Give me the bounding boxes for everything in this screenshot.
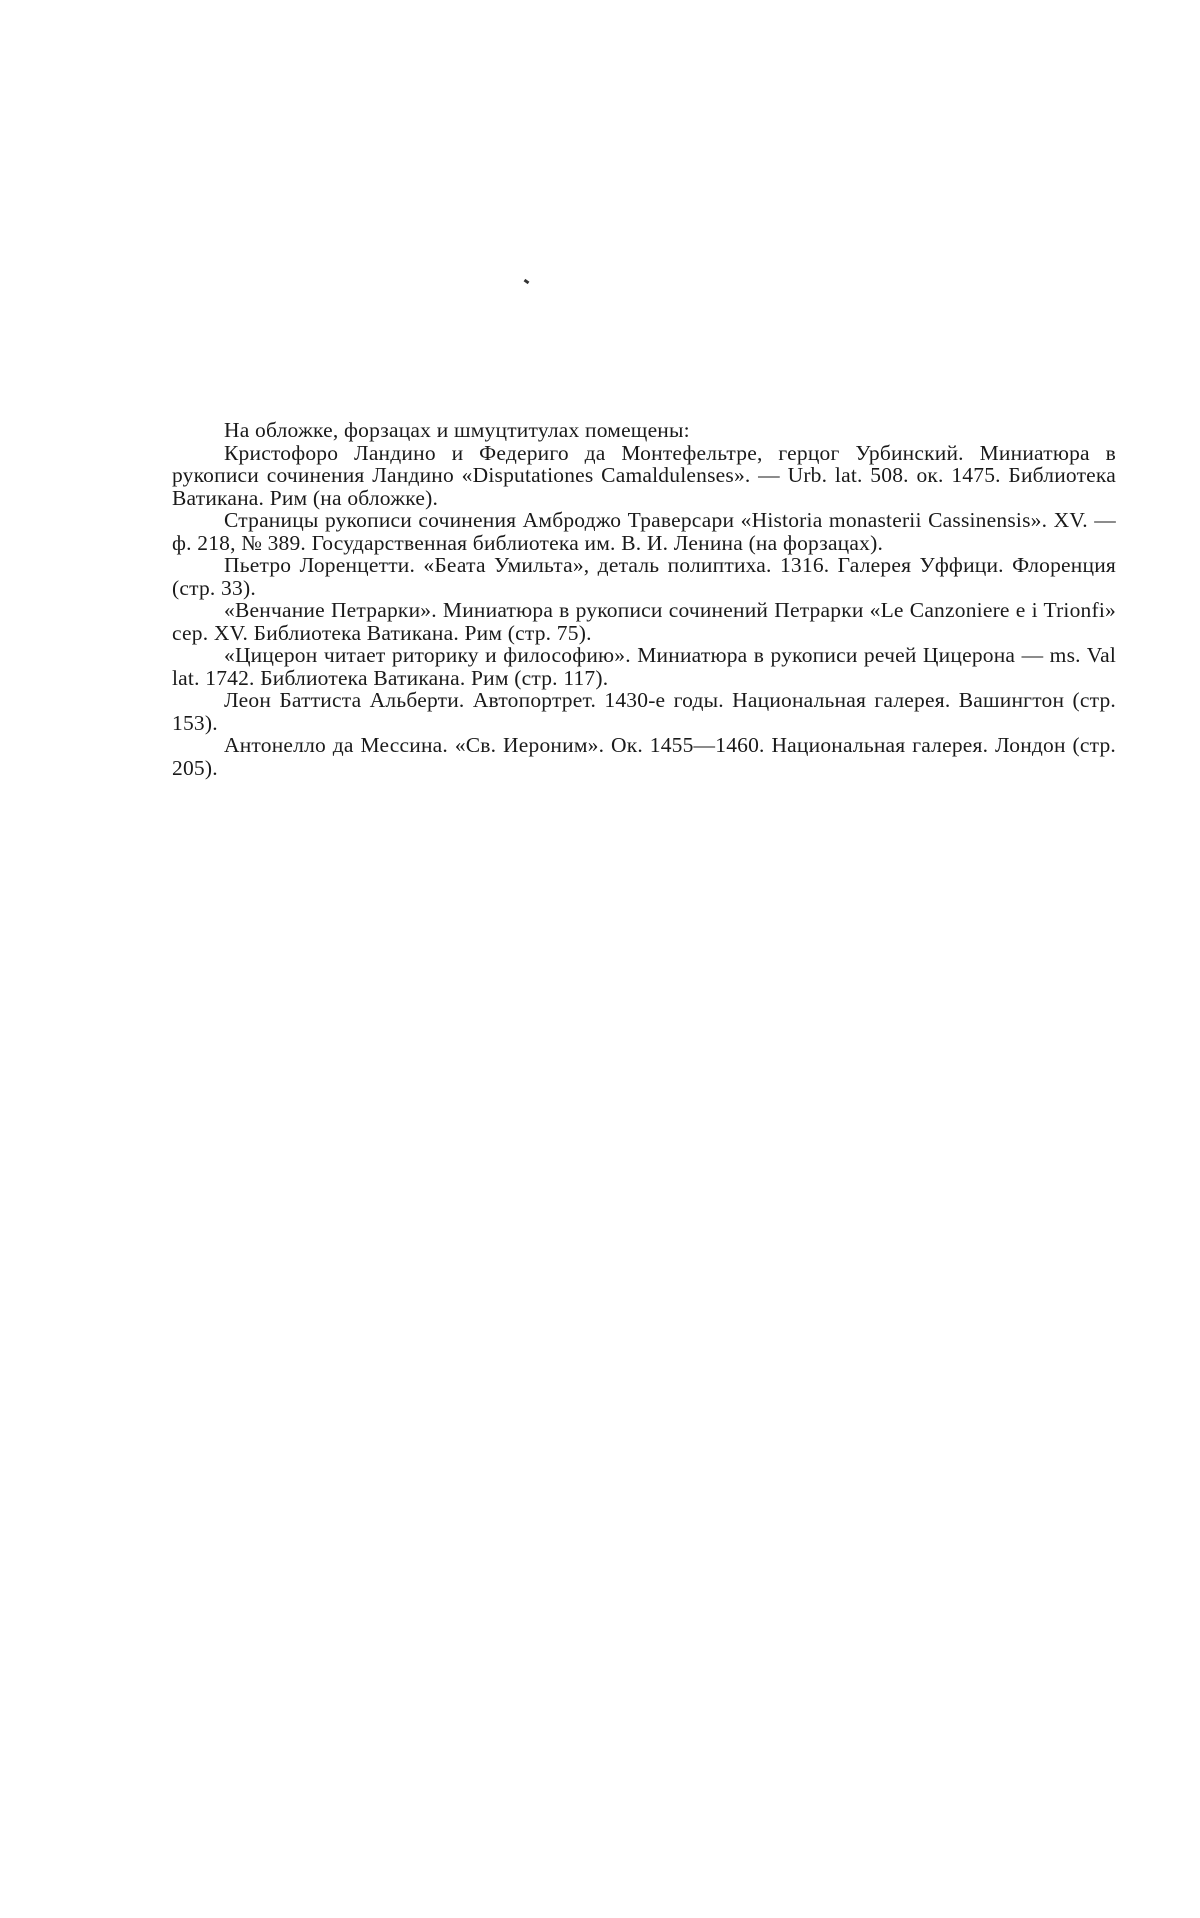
credit-entry-cicero: «Цицерон читает риторику и философию». Миниатюра в рукописи речей Цицерона — ms. Val lat. 1742. Библиотека Ватикана. Рим (стр. 117). xyxy=(172,643,1116,690)
credit-entry-cover: Кристофоро Ландино и Федериго да Монтефельтре, герцог Урбинский. Миниатюра в рукописи сочинения Ландино «Disputationes Camaldulenses». — Urb. lat. 508. ок. 1475. Библиотека Ватикана. Рим (на обложке). xyxy=(172,440,1116,510)
credit-entry-endpapers: Страницы рукописи сочинения Амброджо Траверсари «Historia monasterii Cassinensis». XV. — ф. 218, № 389. Государственная библиотека им. В. И. Ленина (на форзацах). xyxy=(172,508,1116,555)
credits-heading: На обложке, форзацах и шмуцтитулах помещены: xyxy=(224,418,690,442)
credit-entry-petrarch: «Венчание Петрарки». Миниатюра в рукописи сочинений Петрарки «Le Canzoniere e i Trionfi» сер. XV. Библиотека Ватикана. Рим (стр. 75). xyxy=(172,598,1116,645)
credit-entry-lorenzetti: Пьетро Лоренцетти. «Беата Умильта», деталь полиптиха. 1316. Галерея Уффици. Флоренция (стр. 33). xyxy=(172,553,1116,600)
stray-print-mark xyxy=(524,279,530,284)
credit-entry-alberti: Леон Баттиста Альберти. Автопортрет. 1430-е годы. Национальная галерея. Вашингтон (стр. 153). xyxy=(172,688,1116,735)
illustration-credits xyxy=(172,419,1116,779)
credit-entry-antonello: Антонелло да Мессина. «Св. Иероним». Ок. 1455—1460. Национальная галерея. Лондон (стр. 205). xyxy=(172,733,1116,780)
